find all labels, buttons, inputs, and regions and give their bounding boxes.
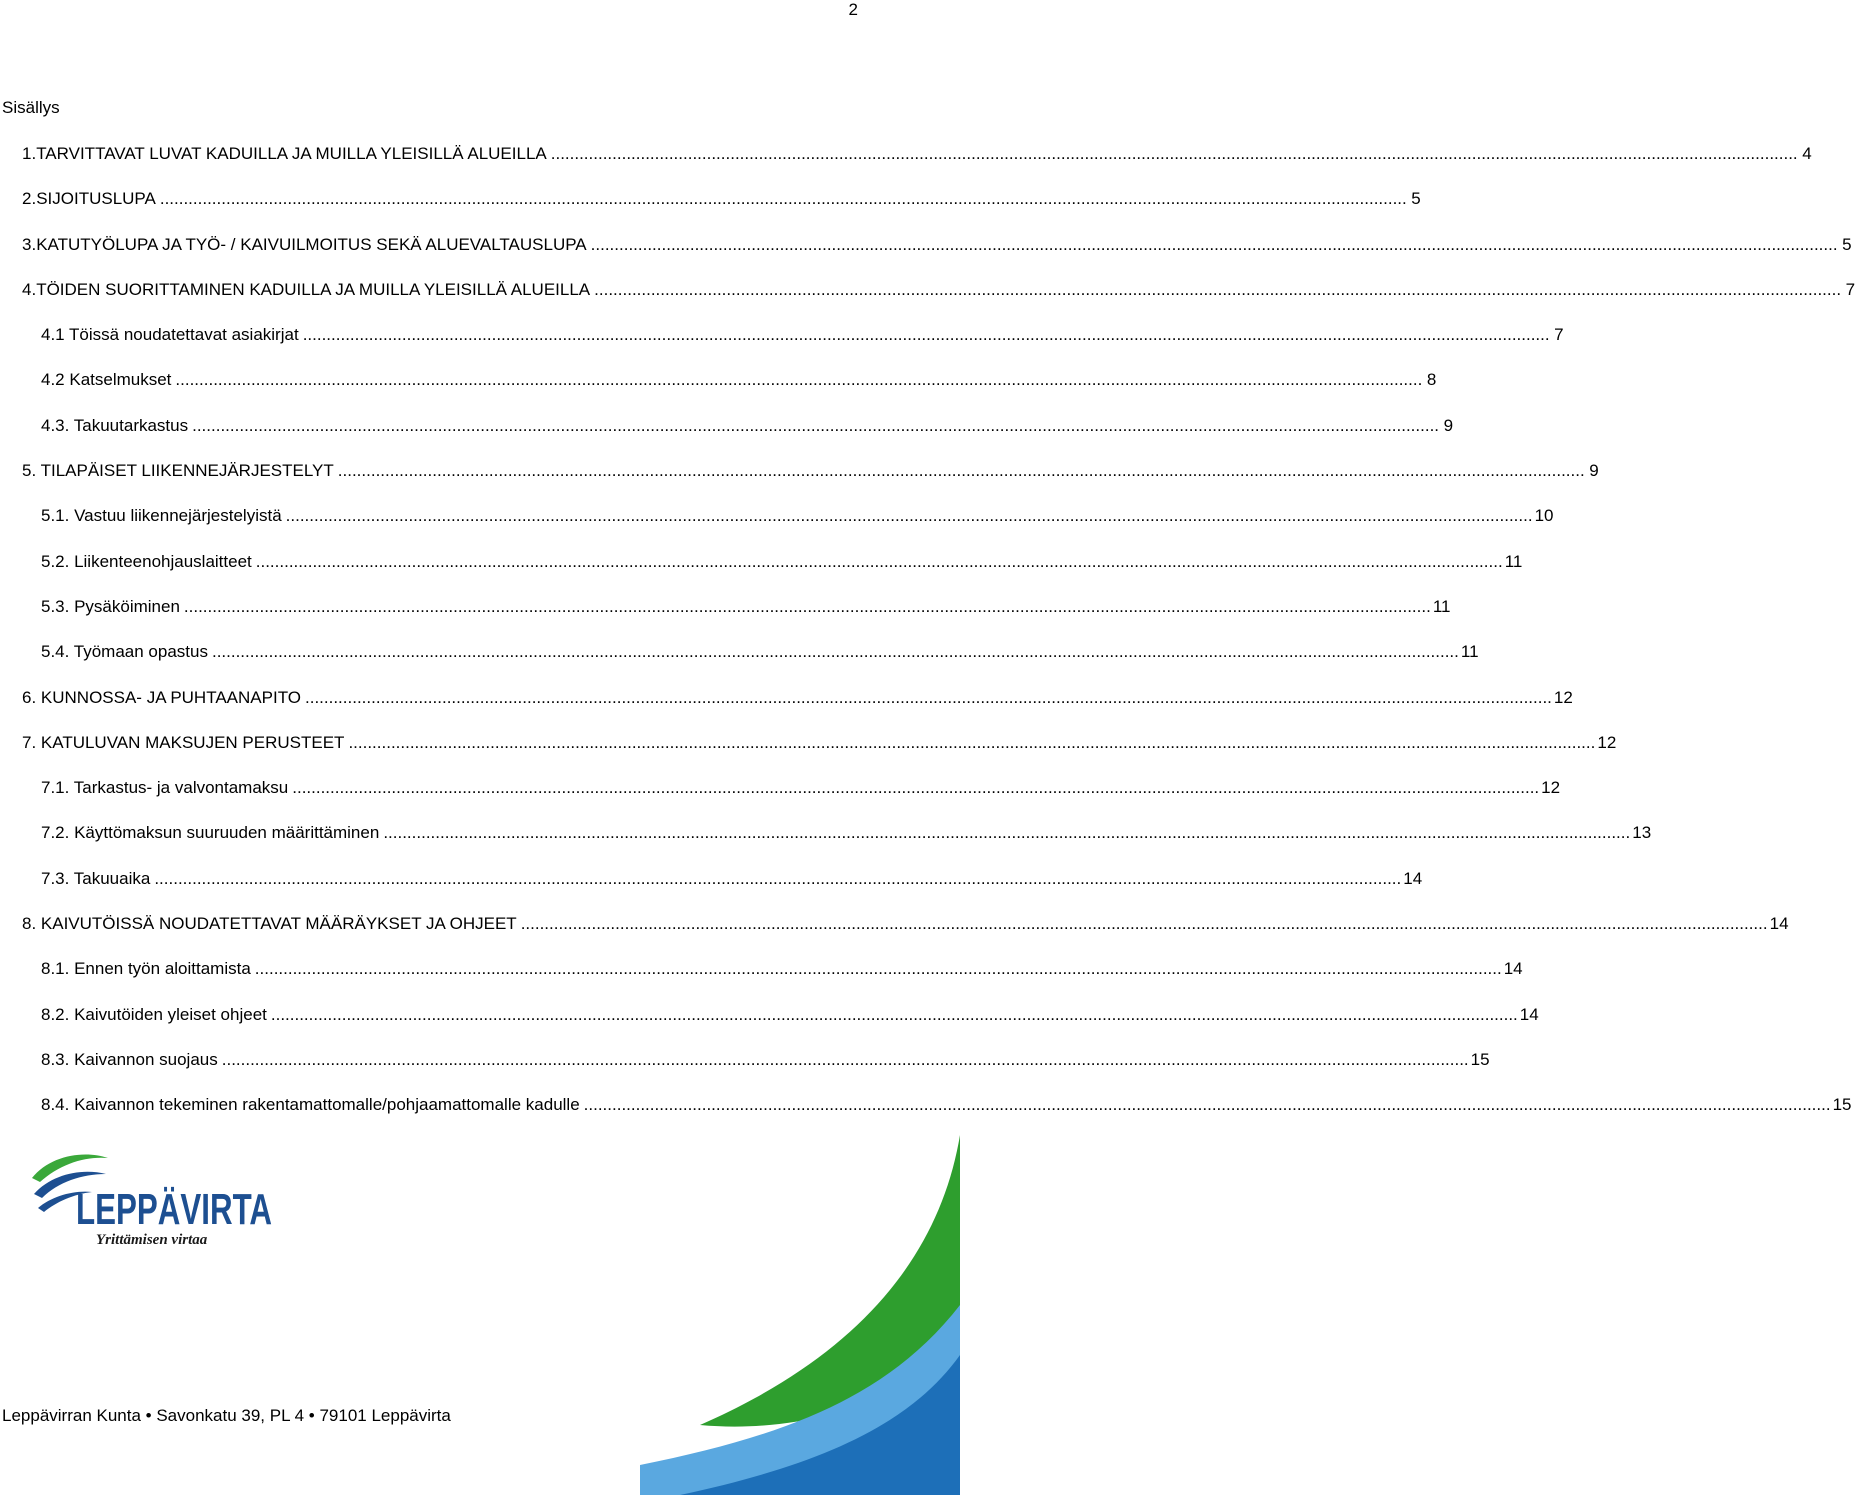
- toc-dot-leader: [255, 958, 1502, 980]
- toc-entry-title: 7. KATULUVAN MAKSUJEN PERUSTEET: [22, 732, 345, 752]
- toc-entry-title: 5. TILAPÄISET LIIKENNEJÄRJESTELYT: [22, 461, 334, 481]
- toc-entry[interactable]: [0, 732, 1617, 777]
- toc-entry-page: 14: [1769, 914, 1789, 934]
- toc-entry-title: 8.3. Kaivannon suojaus: [41, 1049, 218, 1069]
- toc-dot-leader: [383, 822, 1630, 844]
- toc-entry-page: 7: [1845, 279, 1855, 299]
- toc-entry-title: 8.2. Kaivutöiden yleiset ohjeet: [41, 1004, 267, 1024]
- toc-dot-leader: [303, 324, 1550, 346]
- toc-entry-page: 9: [1589, 461, 1599, 481]
- toc-entry-page: 7: [1554, 325, 1564, 345]
- toc-entry-title: 6. KUNNOSSA- JA PUHTAANAPITO: [22, 687, 301, 707]
- toc-entry[interactable]: [0, 596, 1451, 641]
- toc-entry-title: 5.4. Työmaan opastus: [41, 642, 208, 662]
- toc-entry-title: 7.1. Tarkastus- ja valvontamaksu: [41, 778, 289, 798]
- toc-dot-leader: [271, 1004, 1518, 1026]
- logo-wordmark: LEPPÄVIRTA: [76, 1185, 272, 1234]
- toc-entry-title: 8.4. Kaivannon tekeminen rakentamattomalle/pohjaamattomalle kadulle: [41, 1095, 580, 1115]
- footer-address: Leppävirran Kunta • Savonkatu 39, PL 4 • 79101 Leppävirta: [2, 1406, 451, 1425]
- toc-dot-leader: [175, 369, 1422, 391]
- toc-dot-leader: [348, 732, 1595, 754]
- toc-entry-number: 3.: [22, 234, 37, 254]
- toc-entry[interactable]: [0, 143, 1812, 188]
- toc-entry-page: 13: [1632, 823, 1652, 843]
- toc-entry-title: 4.2 Katselmukset: [41, 370, 172, 390]
- toc-entry-page: 8: [1426, 370, 1437, 390]
- toc-dot-leader: [192, 415, 1439, 437]
- toc-entry-page: 14: [1403, 868, 1423, 888]
- toc-dot-leader: [521, 913, 1768, 935]
- toc-dot-leader: [584, 1094, 1831, 1116]
- toc-entry-number: 2.: [22, 189, 37, 209]
- toc-entry[interactable]: [0, 188, 1421, 233]
- toc-entry[interactable]: [0, 1049, 1490, 1094]
- toc-dot-leader: [160, 188, 1407, 210]
- toc-entry[interactable]: [0, 868, 1423, 913]
- toc-entry[interactable]: [0, 415, 1454, 460]
- toc-entry[interactable]: [0, 1094, 1852, 1139]
- toc-dot-leader: [591, 234, 1838, 256]
- toc-entry-title: 5.1. Vastuu liikennejärjestelyistä: [41, 506, 282, 526]
- toc-entry[interactable]: [0, 369, 1437, 414]
- toc-dot-leader: [286, 505, 1533, 527]
- toc-entry-title: SIJOITUSLUPA: [36, 189, 156, 209]
- leppavirta-logo: [30, 1150, 280, 1250]
- toc-dot-leader: [594, 279, 1841, 301]
- toc-entry[interactable]: [0, 1004, 1539, 1049]
- table-of-contents: [0, 143, 1855, 1140]
- page-number: 2: [848, 0, 858, 19]
- toc-entry-page: 9: [1443, 415, 1454, 435]
- toc-entry-title: TÖIDEN SUORITTAMINEN KADUILLA JA MUILLA YLEISILLÄ ALUEILLA: [36, 279, 591, 299]
- toc-entry-title: 7.2. Käyttömaksun suuruuden määrittäminen: [41, 823, 380, 843]
- toc-dot-leader: [305, 687, 1552, 709]
- logo-tagline: Yrittämisen virtaa: [96, 1232, 208, 1248]
- toc-entry[interactable]: [0, 641, 1479, 686]
- toc-entry-page: 11: [1460, 642, 1479, 662]
- toc-dot-leader: [222, 1049, 1469, 1071]
- toc-entry-page: 14: [1503, 959, 1523, 979]
- toc-entry-title: 4.1 Töissä noudatettavat asiakirjat: [41, 325, 299, 345]
- toc-entry-page: 12: [1597, 732, 1617, 752]
- toc-dot-leader: [551, 143, 1798, 165]
- toc-entry-title: KATUTYÖLUPA JA TYÖ- / KAIVUILMOITUS SEKÄ ALUEVALTAUSLUPA: [36, 234, 587, 254]
- toc-entry[interactable]: [0, 460, 1599, 505]
- toc-entry-page: 14: [1519, 1004, 1539, 1024]
- toc-entry[interactable]: [0, 958, 1523, 1003]
- toc-dot-leader: [154, 868, 1401, 890]
- corner-wave-decoration: [640, 1135, 960, 1495]
- toc-entry-page: 15: [1470, 1049, 1490, 1069]
- toc-dot-leader: [292, 777, 1539, 799]
- toc-entry-title: TARVITTAVAT LUVAT KADUILLA JA MUILLA YLEISILLÄ ALUEILLA: [36, 144, 547, 163]
- toc-entry[interactable]: [0, 505, 1554, 550]
- toc-entry-page: 11: [1504, 551, 1523, 571]
- toc-entry-page: 5: [1411, 189, 1421, 209]
- toc-entry[interactable]: [0, 777, 1561, 822]
- toc-entry-title: 5.2. Liikenteenohjauslaitteet: [41, 551, 252, 571]
- toc-entry-page: 10: [1534, 506, 1554, 526]
- toc-entry-title: 8.1. Ennen työn aloittamista: [41, 959, 251, 979]
- toc-entry-number: 1.: [22, 144, 37, 163]
- toc-entry[interactable]: [0, 324, 1564, 369]
- toc-heading: Sisällys: [2, 98, 60, 117]
- toc-entry[interactable]: [0, 913, 1789, 958]
- toc-dot-leader: [256, 551, 1503, 573]
- toc-dot-leader: [338, 460, 1585, 482]
- toc-entry[interactable]: [0, 234, 1852, 279]
- toc-entry-title: 8. KAIVUTÖISSÄ NOUDATETTAVAT MÄÄRÄYKSET JA OHJEET: [22, 914, 517, 934]
- toc-entry-page: 15: [1832, 1095, 1852, 1115]
- toc-entry-number: 4.: [22, 279, 37, 299]
- toc-entry[interactable]: [0, 279, 1855, 324]
- toc-dot-leader: [212, 641, 1459, 663]
- toc-entry-page: 11: [1432, 596, 1451, 616]
- toc-entry-page: 12: [1553, 687, 1573, 707]
- toc-entry-title: 4.3. Takuutarkastus: [41, 415, 189, 435]
- toc-entry[interactable]: [0, 551, 1523, 596]
- toc-dot-leader: [184, 596, 1431, 618]
- toc-entry[interactable]: [0, 822, 1652, 867]
- toc-entry-title: 5.3. Pysäköiminen: [41, 596, 180, 616]
- toc-entry-title: 7.3. Takuuaika: [41, 868, 151, 888]
- toc-entry-page: 5: [1842, 234, 1852, 254]
- toc-entry-page: 12: [1541, 778, 1561, 798]
- toc-entry[interactable]: [0, 687, 1573, 732]
- toc-entry-page: 4: [1802, 144, 1812, 163]
